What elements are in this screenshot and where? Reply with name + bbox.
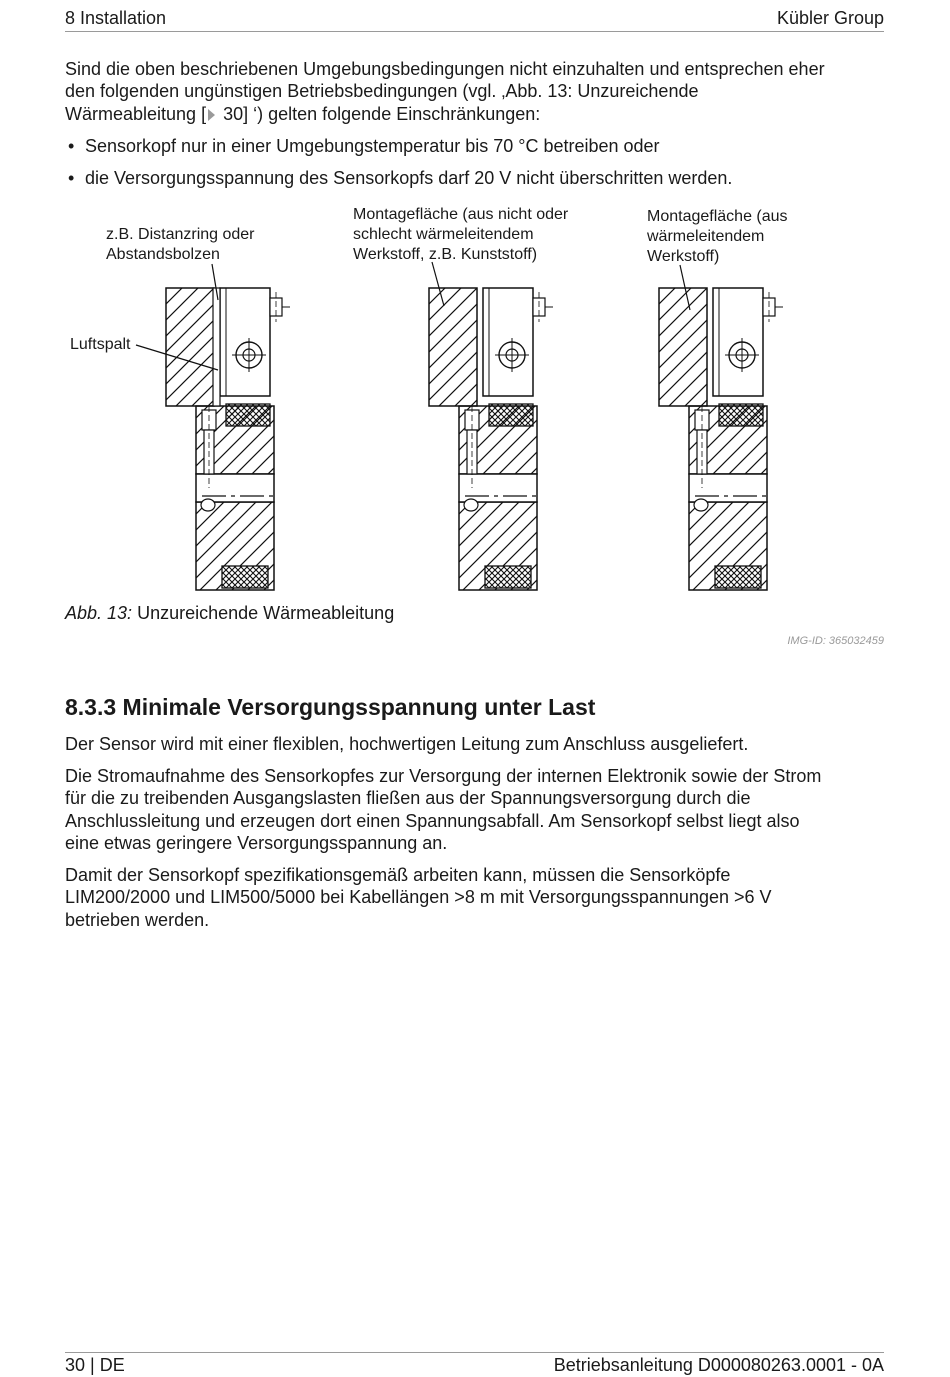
bullet-dot-icon: • [68,136,75,156]
label-luftspalt: Luftspalt [70,336,131,353]
assembly-middle [429,288,553,590]
bullet-dot-icon: • [68,168,75,188]
label-montage-schlecht: Montagefläche (aus nicht oder schlecht wärmeleitendem Werkstoff, z.B. Kunststoff) [353,206,569,263]
section-paragraph-3: Damit der Sensorkopf spezifikationsgemäß arbeiten kann, müssen die Sensorköpfe LIM200/2000 und LIM500/5000 bei Kabellängen >8 m mit Versorgungsspannungen >6 V betrieben werden. [65,865,772,930]
company-name: Kübler Group [776,8,884,28]
document-id: Betriebsanleitung D000080263.0001 - 0A [553,1355,884,1375]
intro-line-2: den folgenden ungünstigen Betriebsbedingungen (vgl. ‚Abb. 13: Unzureichende [65,81,699,102]
intro-line-3: Wärmeableitung [ 30] ‘) gelten folgende Einschränkungen: [65,103,541,124]
page-number: 30 | DE [65,1355,125,1375]
assembly-left [166,288,290,590]
intro-line-1: Sind die oben beschriebenen Umgebungsbedingungen nicht einzuhalten und entsprechen eher [65,59,825,79]
assembly-right [659,288,783,590]
label-distanzring: z.B. Distanzring oder Abstandsbolzen [106,226,255,263]
image-id: IMG-ID: 365032459 [787,635,884,647]
section-paragraph-1: Der Sensor wird mit einer flexiblen, hochwertigen Leitung zum Anschluss ausgeliefert. [65,734,749,754]
chapter-title: 8 Installation [65,8,167,28]
figure-drawing [0,0,950,600]
section-title: 8.3.3 Minimale Versorgungsspannung unter Last [65,694,596,720]
section-paragraph-2: Die Stromaufnahme des Sensorkopfes zur Versorgung der internen Elektronik sowie der Strom für die zu treibenden Ausgangslasten fließen aus der Spannungsversorgung durch die Anschlussleitung und erzeugen dort einen Spannungsabfall. Am Sensorkopf selbst liegt also eine etwas geringere Versorgungsspannung an. [65,766,822,853]
label-montage-gut: Montagefläche (aus wärmeleitendem Werkstoff) [647,208,788,265]
page-footer [65,1352,884,1377]
figure-caption: Abb. 13: Unzureichende Wärmeableitung [65,603,395,623]
